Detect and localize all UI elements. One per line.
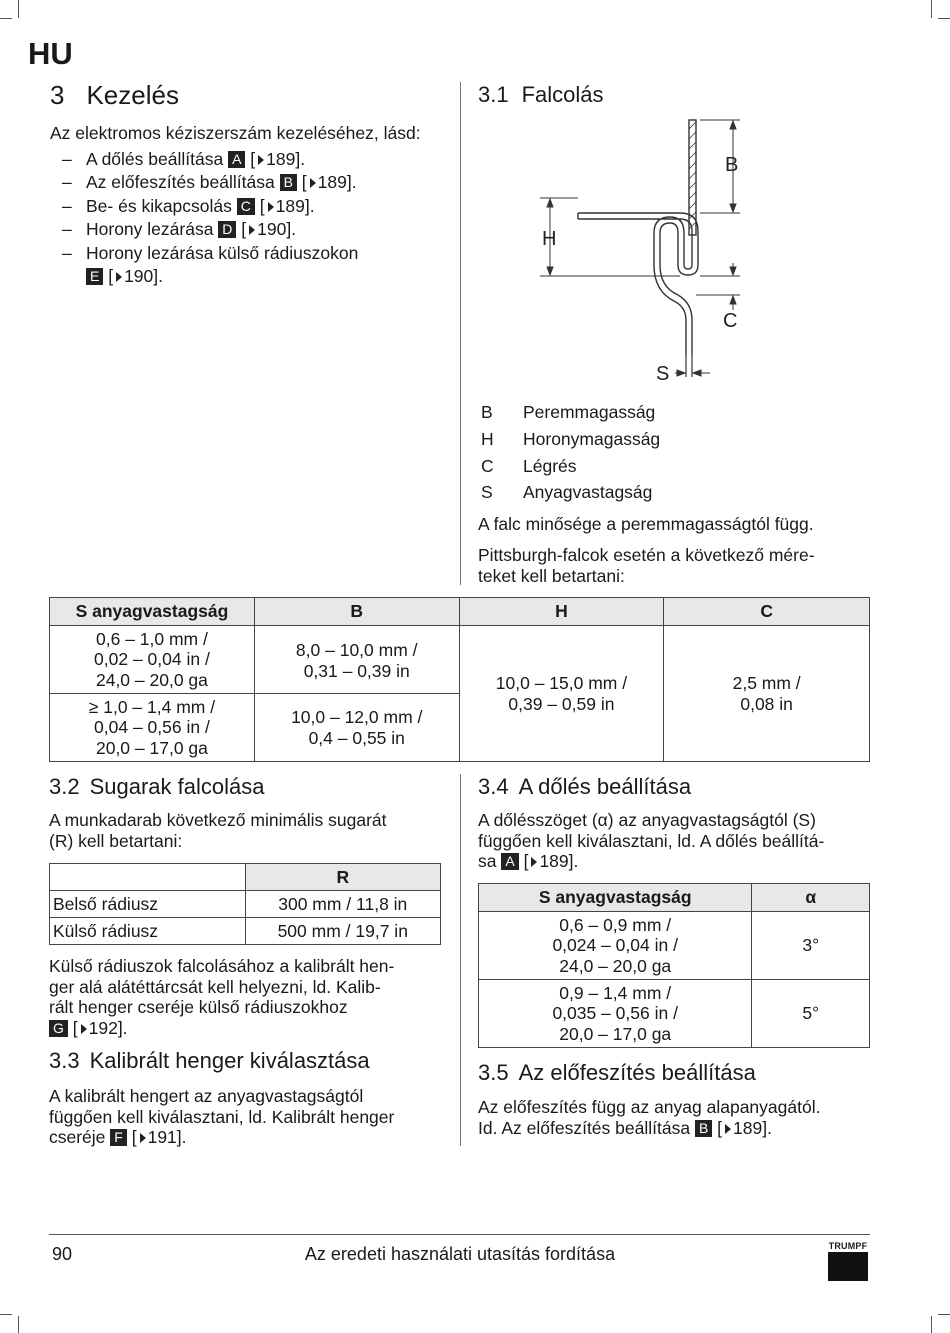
page-ref-link[interactable]: 189]. — [275, 195, 315, 216]
cell-line: 0,08 in — [740, 693, 793, 714]
table-cell: 500 mm / 19,7 in — [245, 918, 440, 945]
arrow-right-icon — [116, 272, 122, 282]
cell-line: 0,39 – 0,59 in — [508, 693, 615, 714]
cell-line: 20,0 – 17,0 ga — [559, 1023, 672, 1044]
language-code: HU — [28, 36, 73, 71]
cell-line: 24,0 – 20,0 ga — [559, 955, 672, 976]
cell-line: 0,4 – 0,55 in — [308, 727, 405, 748]
column-header: S anyagvastagság — [479, 884, 752, 912]
page-ref-link[interactable]: 189]. — [733, 1117, 772, 1138]
list-item: – A dőlés beállítása A [ 189]. — [50, 148, 430, 172]
seam-dimensions-table — [49, 597, 870, 762]
crop-mark — [18, 1316, 19, 1333]
text-line: Id. Az előfeszítés beállítása B [ 189]. — [478, 1117, 772, 1138]
roller-select-text — [49, 1086, 394, 1148]
crop-mark — [0, 18, 12, 19]
cell-line: 0,31 – 0,39 in — [303, 660, 410, 681]
reference-list — [50, 148, 430, 289]
text-line: ger alá alátéttárcsát kell helyezni, ld. Kalib- — [49, 976, 381, 997]
ref-box[interactable]: D — [218, 221, 236, 238]
cell-line: 0,02 – 0,04 in / — [94, 649, 210, 670]
column-header: C — [664, 598, 870, 626]
table-cell: 3° — [752, 912, 870, 980]
cell-line: 10,0 – 15,0 mm / — [495, 673, 628, 693]
crop-mark — [931, 0, 932, 18]
crop-mark — [0, 1314, 12, 1315]
text-line: rált henger cseréje külső rádiuszokhoz — [49, 997, 348, 1017]
logo-text: TRUMPF — [828, 1241, 868, 1251]
section-title: Sugarak falcolása — [89, 774, 265, 799]
radius-table — [49, 863, 441, 945]
text-line: sa A [ 189]. — [478, 851, 579, 871]
arrow-right-icon — [310, 178, 316, 188]
arrow-right-icon — [140, 1133, 146, 1143]
text-line: A kalibrált hengert az anyagvastagságtól — [49, 1086, 364, 1106]
list-item: – Horony lezárása külső rádiuszokon E [ 190]. — [50, 242, 430, 289]
section-number: 3.3 — [49, 1048, 80, 1073]
text-line: teket kell betartani: — [478, 565, 625, 586]
section-number: 3.2 — [49, 774, 80, 799]
table-cell — [50, 694, 255, 762]
label-c: C — [723, 310, 738, 332]
intro-text: Az elektromos kéziszerszám kezeléséhez, lásd: — [50, 123, 421, 143]
trumpf-logo — [828, 1242, 868, 1281]
table-cell — [254, 694, 459, 762]
cell-line: 0,04 – 0,56 in / — [94, 717, 210, 738]
ref-box[interactable]: F — [110, 1129, 127, 1146]
ref-box[interactable]: G — [49, 1020, 68, 1037]
tilt-table — [478, 883, 870, 1048]
crop-mark — [938, 18, 950, 19]
cell-line: 8,0 – 10,0 mm / — [295, 640, 418, 660]
ref-box[interactable]: E — [86, 268, 103, 285]
list-item: – Horony lezárása D [ 190]. — [50, 218, 430, 242]
page-ref-link[interactable]: 192]. — [88, 1017, 128, 1038]
text-line: Az előfeszítés függ az anyag alapanyagától. — [478, 1097, 821, 1117]
cell-line: ≥ 1,0 – 1,4 mm / — [88, 696, 216, 717]
section-3-1-heading — [478, 82, 604, 108]
section-3-3-heading — [49, 1048, 370, 1074]
text-line: A munkadarab következő minimális sugarát — [49, 810, 387, 830]
arrow-right-icon — [268, 202, 274, 212]
section-3-4-heading — [478, 774, 691, 800]
table-cell: 5° — [752, 980, 870, 1048]
empty-header — [50, 864, 246, 891]
ref-box[interactable]: B — [695, 1120, 712, 1137]
footer-title: Az eredeti használati utasítás fordítása — [304, 1244, 616, 1264]
legend-item: B Peremmagasság — [481, 402, 656, 422]
page-ref-link[interactable]: 190]. — [124, 266, 164, 286]
label-s: S — [656, 363, 670, 385]
text-line: A dőlésszöget (α) az anyagvastagságtól (S) — [478, 810, 816, 830]
crop-mark — [938, 1314, 950, 1315]
text-line: (R) kell betartani: — [49, 830, 183, 851]
cell-line: 0,035 – 0,56 in / — [552, 1003, 678, 1024]
page-number: 90 — [52, 1244, 73, 1264]
footer-rule — [49, 1234, 870, 1235]
crop-mark — [18, 0, 19, 18]
text-line: függően kell kiválasztani, ld. Kalibrált henger — [49, 1106, 395, 1127]
text-line: Pittsburgh-falcok esetén a következő mére- — [478, 545, 815, 565]
label-h: H — [542, 228, 557, 250]
column-header: H — [459, 598, 664, 626]
cell-line: 2,5 mm / — [732, 673, 801, 693]
row-label: Külső rádiusz — [50, 918, 246, 945]
tilt-intro — [478, 810, 824, 872]
section-3-2-heading — [49, 774, 264, 800]
row-label: Belső rádiusz — [50, 891, 246, 918]
text-line: függően kell kiválasztani, ld. A dőlés beállítá- — [478, 830, 825, 851]
pittsburgh-text — [478, 545, 815, 586]
section-3-body — [50, 123, 430, 289]
section-title: Falcolás — [521, 82, 604, 107]
table-cell — [664, 626, 870, 762]
section-number: 3.5 — [478, 1060, 509, 1085]
cell-line: 0,024 – 0,04 in / — [552, 935, 678, 956]
text-line: cseréje F [ 191]. — [49, 1127, 187, 1147]
legend-item: H Horonymagasság — [481, 428, 661, 449]
crop-mark — [931, 1316, 932, 1333]
arrow-right-icon — [249, 225, 255, 235]
section-number: 3 — [50, 80, 65, 110]
outer-radius-note — [49, 956, 394, 1038]
list-item: – Be- és kikapcsolás C [ 189]. — [50, 195, 430, 219]
table-cell — [50, 626, 255, 694]
ref-box[interactable]: A — [501, 853, 518, 870]
legend-item: S Anyagvastagság — [481, 482, 653, 503]
table-cell: 300 mm / 11,8 in — [245, 891, 440, 918]
section-title: A dőlés beállítása — [518, 774, 692, 799]
section-3-heading — [50, 80, 179, 111]
section-title: Kalibrált henger kiválasztása — [89, 1048, 370, 1073]
cell-line: 0,6 – 1,0 mm / — [96, 628, 208, 649]
page-ref-link[interactable]: 189]. — [266, 148, 306, 169]
section-title: Kezelés — [86, 80, 179, 110]
seam-quality-text: A falc minősége a peremmagasságtól függ. — [478, 514, 814, 534]
page-ref-link[interactable]: 190]. — [257, 219, 297, 239]
list-item: – Az előfeszítés beállítása B [ 189]. — [50, 171, 430, 195]
ref-box[interactable]: A — [228, 151, 245, 168]
column-header: B — [254, 598, 459, 626]
pittsburgh-seam-diagram — [540, 115, 780, 385]
cell-line: 0,9 – 1,4 mm / — [559, 982, 672, 1003]
legend-item: C Légrés — [481, 455, 577, 476]
section-title: Az előfeszítés beállítása — [518, 1060, 756, 1085]
cell-line: 24,0 – 20,0 ga — [95, 669, 208, 690]
label-b: B — [725, 154, 739, 176]
page-ref-link[interactable]: 191]. — [147, 1127, 187, 1147]
column-header: α — [752, 884, 870, 912]
cell-line: 20,0 – 17,0 ga — [95, 737, 208, 758]
arrow-right-icon — [725, 1124, 731, 1134]
page-ref-link[interactable]: 189]. — [317, 172, 357, 192]
column-divider — [460, 774, 461, 1146]
cell-line: 10,0 – 12,0 mm / — [291, 707, 423, 727]
page-ref-link[interactable]: 189]. — [539, 851, 579, 871]
section-number: 3.4 — [478, 774, 509, 799]
table-cell — [479, 980, 752, 1048]
ref-box[interactable]: C — [237, 198, 255, 215]
arrow-right-icon — [258, 155, 264, 165]
section-number: 3.1 — [478, 82, 509, 107]
text-line: G [ 192]. — [49, 1018, 394, 1039]
arrow-right-icon — [81, 1024, 87, 1034]
table-cell — [254, 626, 459, 694]
figure-legend — [481, 402, 660, 509]
section-3-5-heading — [478, 1060, 756, 1086]
table-cell — [479, 912, 752, 980]
column-header: S anyagvastagság — [50, 598, 255, 626]
logo-block — [828, 1252, 868, 1281]
arrow-right-icon — [531, 857, 537, 867]
column-header: R — [245, 864, 440, 891]
cell-line: 0,6 – 0,9 mm / — [559, 914, 672, 935]
column-divider — [460, 82, 461, 585]
radius-intro — [49, 810, 387, 851]
table-cell — [459, 626, 664, 762]
ref-box[interactable]: B — [280, 174, 297, 191]
text-line: Külső rádiuszok falcolásához a kalibrált hen- — [49, 956, 395, 976]
preload-text — [478, 1097, 820, 1138]
